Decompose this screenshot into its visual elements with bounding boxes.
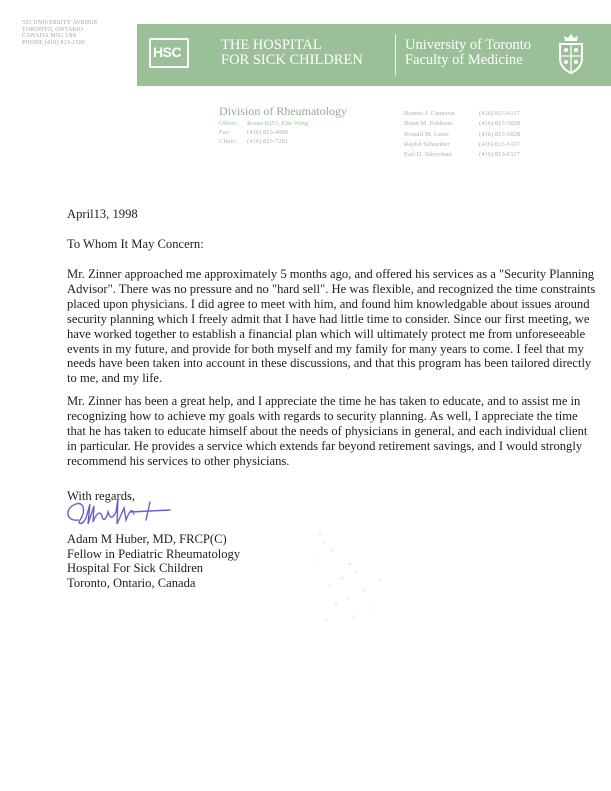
address-line: CANADA M5G 1X8 (22, 33, 77, 40)
staff-phone: (416) 813-6117 (479, 110, 520, 117)
address-line: TORONTO, ONTARIO (22, 26, 84, 33)
scan-specks (260, 520, 400, 630)
staff-name: Rayfel Schneider (404, 140, 450, 148)
signature-block (67, 532, 240, 590)
body-paragraph: Mr. Zinner approached me approximately 5 months ago, and offered his services as a "Security Planning Advisor". There was no pressure and no "hard sell". He was flexible, and recognized the time constraints placed upon physicians. I did agree to meet with him, and found him knowledgable about issues around security planning which I freely admit that I have had little time to consider. Since our first meeting, we have worked together to establish a financial plan which will ultimately protect me from unforeseeable events in my future, and provide for both myself and my family for many years to come. I feel that my needs have been taken into account in these discussions, and that this program has been tailored directly to me, and my life. (67, 267, 596, 386)
university-name-line: Faculty of Medicine (405, 52, 523, 68)
staff-row (404, 140, 520, 150)
fax-line (219, 128, 308, 137)
staff-phone: (416) 813-5828 (479, 120, 521, 128)
salutation: To Whom It May Concern: (67, 237, 204, 251)
staff-row (404, 130, 520, 140)
body-paragraph: Mr. Zinner has been a great help, and I appreciate the time he has taken to educate, and to assist me in recognizing how to achieve my goals with regards to security planning. As well, I appreciate the time that he has taken to educate himself about the needs of physicians in general, and each individual client in particular. He provides a service which extends far beyond retirement savings, and I would strongly recommend his services to other physicians. (67, 394, 588, 468)
hospital-name-line: THE HOSPITAL (221, 37, 322, 53)
staff-name: Bonnie J. Cameron (404, 110, 455, 117)
staff-row (404, 150, 520, 160)
signer-location: Toronto, Ontario, Canada (67, 575, 196, 590)
hsc-logo-text: HSC (153, 44, 182, 60)
university-name (405, 38, 531, 68)
hospital-name (221, 38, 363, 68)
staff-name: Earl D. Silverman (404, 151, 452, 159)
university-crest-icon (554, 32, 588, 76)
fax-label: Fax: (219, 129, 231, 136)
staff-name: Brian M. Feldman (404, 120, 453, 128)
signer-institution: Hospital For Sick Children (67, 561, 204, 576)
closing: With regards, (67, 489, 136, 503)
division-contact (219, 119, 308, 146)
hospital-name-line: FOR SICK CHILDREN (221, 52, 363, 68)
address-line: 555 UNIVERSITY AVENUE (22, 20, 98, 26)
office-line (219, 119, 308, 128)
staff-list (404, 109, 520, 160)
signer-title: Fellow in Pediatric Rheumatology (67, 546, 241, 561)
division-title: Division of Rheumatology (219, 104, 347, 118)
staff-phone: (416) 813-6117 (479, 140, 520, 148)
staff-row (404, 119, 520, 129)
banner-divider (395, 34, 396, 76)
office-label: Office: (219, 120, 238, 127)
staff-phone: (416) 813-5828 (479, 130, 521, 138)
fax-value: (416) 813-4989 (247, 129, 289, 136)
staff-row (404, 109, 520, 119)
letter-date: April13, 1998 (67, 207, 138, 221)
clinic-value: (416) 813-7281 (247, 138, 289, 145)
signer-name: Adam M Huber, MD, FRCP(C) (67, 532, 227, 546)
office-value: Room 8253, Elm Wing (247, 120, 309, 127)
letterhead-banner (137, 24, 611, 86)
clinic-label: Clinic: (219, 138, 237, 145)
staff-phone: (416) 813-6117 (479, 151, 520, 159)
clinic-line (219, 137, 308, 146)
signature-icon (60, 490, 190, 534)
hospital-address (22, 20, 98, 46)
address-line: PHONE (416) 813-1500 (22, 39, 85, 46)
university-name-line: University of Toronto (405, 37, 531, 53)
staff-name: Ronald M. Laxer (404, 130, 450, 138)
hsc-logo (149, 38, 189, 68)
